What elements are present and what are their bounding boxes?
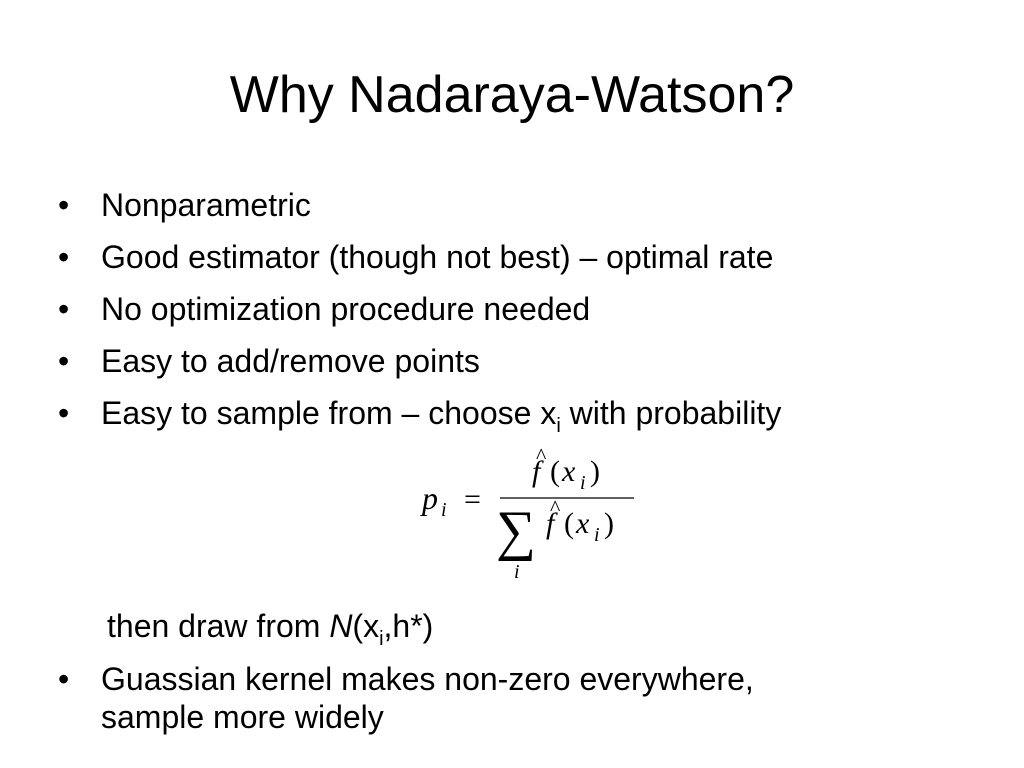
formula-den-sub: i (594, 524, 600, 546)
bullet-text: Good estimator (though not best) – optimal rate (101, 239, 774, 275)
bullet-item (58, 238, 978, 276)
bullet-text (101, 394, 978, 437)
bullet-item (58, 342, 978, 380)
probability-formula (410, 445, 650, 585)
then-pre: then draw from (107, 608, 330, 644)
subscript-i: i (556, 415, 561, 437)
sum-symbol: ∑ (496, 500, 536, 562)
formula-num-func: f (532, 455, 541, 488)
slide-title: Why Nadaraya-Watson? (229, 66, 795, 124)
formula-lhs-var: p (422, 480, 438, 516)
bullet-text-line1: Guassian kernel makes non-zero everywhere, (101, 661, 754, 697)
bullet-item (58, 394, 978, 437)
bullet-dot: • (58, 343, 70, 379)
bullet-text: Easy to add/remove points (101, 343, 480, 379)
then-dist: N (329, 608, 353, 644)
bullet-text-line2: sample more widely (101, 699, 384, 735)
formula-den-close: ) (604, 507, 614, 540)
formula-svg (410, 445, 650, 585)
formula-num-close: ) (590, 455, 600, 488)
formula-den-func: f (546, 507, 555, 540)
formula-den-hat: ^ (550, 495, 561, 520)
formula-equals: = (464, 483, 481, 516)
bullet-dot: • (58, 395, 70, 431)
bullet-item (58, 660, 978, 736)
bullet-text (101, 660, 978, 736)
bullet-item (58, 290, 978, 328)
bullet-text-post: with probability (560, 395, 782, 431)
then-args-open: (x (352, 608, 380, 644)
bullet-text: No optimization procedure needed (101, 291, 591, 327)
formula-den-arg: x (576, 507, 590, 540)
then-draw-line (107, 607, 433, 650)
formula-num-sub: i (580, 472, 586, 494)
bullet-text: Nonparametric (101, 187, 311, 223)
bullet-dot: • (58, 187, 70, 223)
bullet-dot: • (58, 239, 70, 275)
bullet-item (58, 186, 978, 224)
formula-num-open: ( (550, 455, 560, 488)
formula-num-hat: ^ (536, 445, 547, 468)
bullet-text-pre: Easy to sample from – choose x (101, 395, 557, 431)
formula-num-arg: x (562, 455, 576, 488)
then-args-rest: ,h*) (383, 608, 434, 644)
formula-lhs-sub: i (441, 499, 447, 521)
sum-index: i (514, 561, 520, 583)
bullet-dot: • (58, 661, 70, 697)
bullet-dot: • (58, 291, 70, 327)
then-args-sub: i (379, 628, 384, 650)
formula-den-open: ( (564, 507, 574, 540)
